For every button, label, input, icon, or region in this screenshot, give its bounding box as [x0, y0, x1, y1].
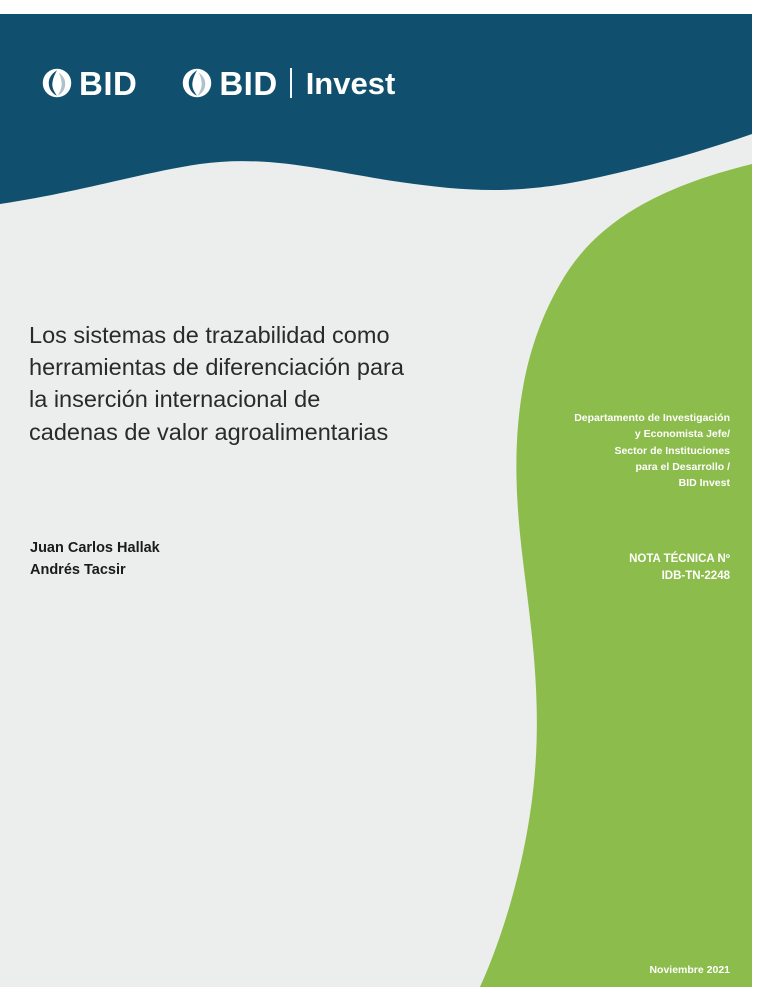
technical-note-block: [430, 551, 730, 584]
cover-shapes: [0, 14, 752, 987]
idb-invest-logo-text: BID: [219, 64, 278, 102]
idb-invest-globe-icon: [182, 68, 212, 98]
author-name: Juan Carlos Hallak: [30, 540, 160, 556]
page-title: [29, 319, 489, 448]
publication-date: Noviembre 2021: [649, 964, 730, 976]
navy-header-shape: [0, 14, 752, 204]
title-line: la inserción internacional de: [29, 386, 321, 413]
logo-divider: [290, 68, 292, 98]
cover-inner: [0, 14, 752, 987]
author-name: Andrés Tacsir: [30, 561, 126, 578]
title-line: cadenas de valor agroalimentarias: [29, 418, 389, 445]
idb-globe-icon: [42, 68, 72, 98]
department-line: para el Desarrollo /: [635, 460, 730, 473]
department-line: Departamento de Investigación: [574, 412, 730, 424]
department-line: Sector de Instituciones: [614, 444, 730, 457]
invest-word: Invest: [305, 65, 396, 101]
author-list: [30, 538, 390, 582]
idb-logo: [42, 64, 138, 102]
logo-row: [42, 60, 395, 106]
idb-invest-logo: [182, 64, 396, 102]
idb-logo-text: BID: [79, 64, 138, 102]
department-line: y Economista Jefe/: [634, 428, 730, 441]
title-line: herramientas de diferenciación para: [29, 354, 404, 381]
department-block: [430, 410, 730, 491]
note-label: NOTA TÉCNICA Nº: [629, 553, 730, 565]
title-line: Los sistemas de trazabilidad como: [29, 322, 390, 348]
note-number: IDB-TN-2248: [661, 569, 730, 582]
department-line: BID Invest: [678, 477, 730, 490]
